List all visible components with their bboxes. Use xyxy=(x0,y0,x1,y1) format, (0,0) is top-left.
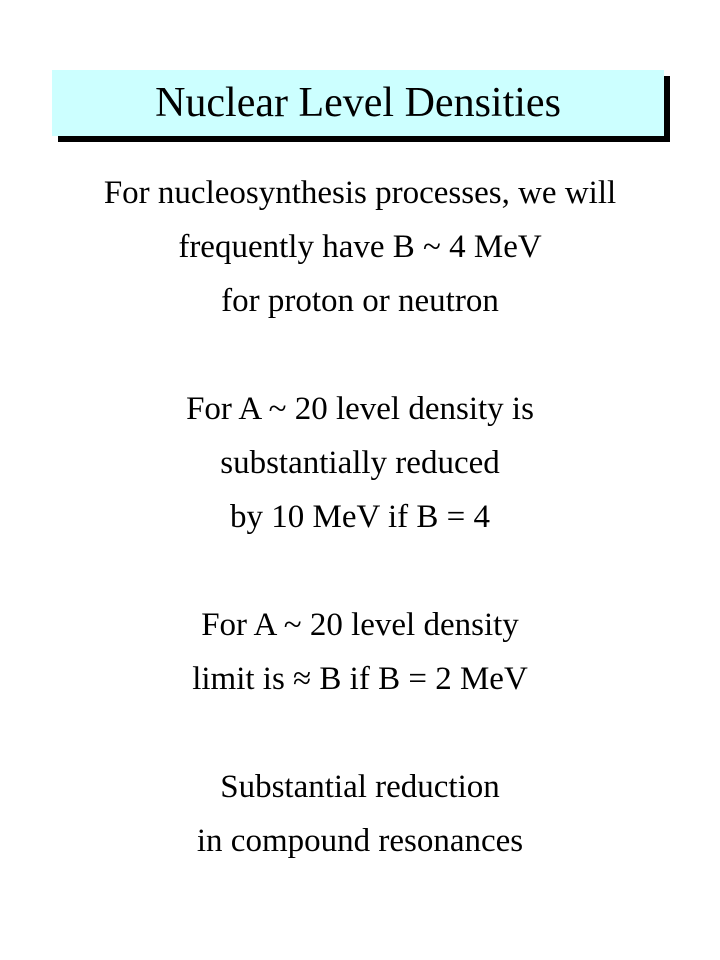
paragraph-gap xyxy=(0,706,720,760)
paragraph-gap xyxy=(0,544,720,598)
body-line: For A ~ 20 level density is xyxy=(186,391,534,427)
body-line: by 10 MeV if B = 4 xyxy=(229,499,490,535)
body-line: in compound resonances xyxy=(196,823,524,859)
body-line: frequently have B ~ 4 MeV xyxy=(178,229,542,265)
title-box xyxy=(52,70,664,136)
page-title: Nuclear Level Densities xyxy=(155,80,561,126)
body-line: For nucleosynthesis processes, we will xyxy=(103,175,617,211)
body-line: Substantial reduction xyxy=(220,769,500,805)
body-line: substantially reduced xyxy=(220,445,500,481)
title-banner xyxy=(52,70,664,136)
body-line: limit is ≈ B if B = 2 MeV xyxy=(192,661,528,697)
slide-body xyxy=(0,166,720,868)
paragraph-gap xyxy=(0,328,720,382)
body-line: For A ~ 20 level density xyxy=(201,607,519,643)
body-line: for proton or neutron xyxy=(221,283,499,319)
